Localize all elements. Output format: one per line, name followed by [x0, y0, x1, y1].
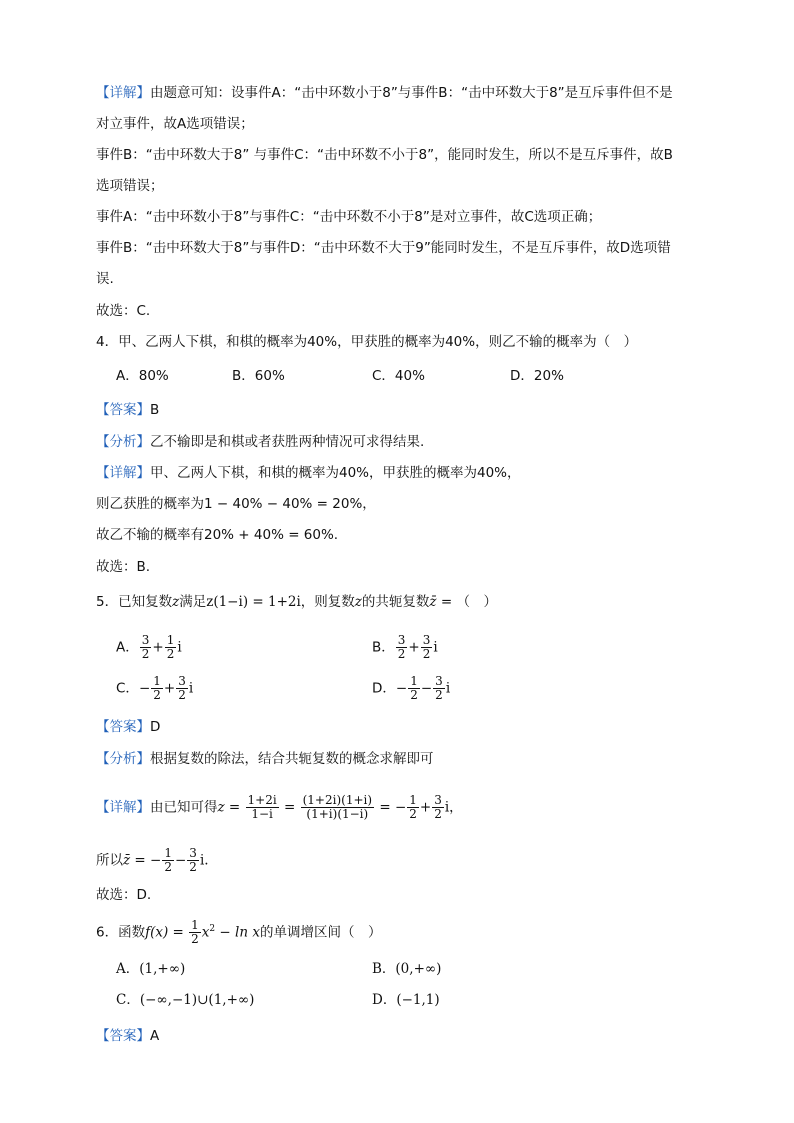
denominator: 2	[189, 860, 197, 874]
q5-answer-value: D	[150, 719, 161, 735]
q5-var-zbar: z̄	[429, 594, 437, 610]
q5-option-b	[372, 634, 438, 661]
q5-detail-var-z: z	[217, 799, 225, 816]
option-label: D．	[372, 680, 396, 697]
q4-option-c: C．40%	[372, 368, 425, 384]
fraction	[140, 634, 152, 661]
q6-stem	[96, 919, 381, 946]
fraction	[187, 847, 199, 874]
q3-detail-line-4: 选项错误；	[96, 178, 164, 194]
imag-unit: i	[433, 639, 438, 656]
numerator: 3	[178, 674, 186, 688]
q3-detail-line-2: 对立事件，故A选项错误；	[96, 116, 254, 132]
q6-stem-a: 6．函数	[96, 924, 146, 941]
q5-analysis	[96, 749, 434, 769]
fraction	[246, 794, 279, 821]
fraction	[189, 919, 201, 946]
fraction	[165, 634, 177, 661]
option-label: C．	[116, 680, 139, 697]
q4-detail-3: 故乙不输的概率有20% + 40% = 60%.	[96, 527, 339, 543]
denominator: 2	[435, 688, 443, 702]
q6-ln-term: − ln x	[215, 924, 260, 941]
fraction	[407, 794, 419, 821]
numerator: 1	[164, 846, 172, 860]
denominator: 2	[434, 807, 442, 821]
q3-detail-text-1: 由题意可知：设事件A：“击中环数小于8”与事件B：“击中环数大于8”是互斥事件但不是	[150, 85, 673, 101]
q6-option-a: A．(1,+∞)	[116, 961, 186, 977]
q3-detail-line-1	[96, 83, 673, 103]
fraction	[301, 794, 374, 821]
q3-detail-line-3: 事件B：“击中环数大于8” 与事件C：“击中环数不小于8”，能同时发生，所以不是互斥事件，故B	[96, 147, 673, 163]
q5-equation: z(1−i) = 1+2i	[206, 594, 301, 610]
q6-exponent: 2	[209, 924, 216, 934]
operator: +	[408, 639, 420, 656]
fraction	[433, 675, 445, 702]
q4-answer	[96, 400, 159, 420]
denominator: 2	[191, 932, 199, 946]
q6-answer-value: A	[150, 1028, 160, 1044]
fraction	[421, 634, 433, 661]
q4-detail-1	[96, 463, 521, 483]
q4-option-b: B．60%	[232, 368, 285, 384]
q3-detail-line-5: 事件A：“击中环数小于8”与事件C：“击中环数不小于8”是对立事件，故C选项正确；	[96, 209, 602, 225]
fraction	[176, 675, 188, 702]
q4-analysis-text: 乙不输即是和棋或者获胜两种情况可求得结果.	[150, 434, 425, 450]
q4-option-a: A．80%	[116, 368, 169, 384]
numerator: 3	[141, 633, 150, 647]
q6-stem-b: 的单调增区间（ ）	[259, 924, 382, 941]
q5-option-c	[116, 675, 193, 702]
q5-stem-d: 的共轭复数	[361, 594, 430, 610]
denominator: 2	[397, 647, 406, 661]
operator: −	[174, 852, 187, 869]
fraction	[432, 794, 444, 821]
denominator: 2	[164, 860, 172, 874]
fraction	[408, 675, 420, 702]
operator: +	[419, 799, 432, 816]
q4-option-d: D．20%	[510, 368, 564, 384]
q5-so-prefix: 所以	[96, 852, 123, 869]
numerator: 3	[397, 633, 406, 647]
fraction	[396, 634, 408, 661]
q5-detail: 【详解】由已知可得z = $\frac{1+2i}{1-i}$ = $\frac{(1+2i)(1+i)}{(1+i)(1-i)}$ = − $\frac{1}{2}$ + $\frac{3}{2}$ i，	[96, 793, 463, 821]
q5-answer	[96, 717, 160, 737]
denominator: 2	[422, 647, 431, 661]
answer-tag: 【答案】	[96, 1028, 150, 1044]
denominator: 1−i	[251, 807, 273, 821]
q6-answer	[96, 1026, 159, 1046]
imag-unit: i	[445, 680, 451, 697]
q5-stem	[96, 592, 497, 612]
denominator: 2	[153, 688, 161, 702]
numerator: 1	[191, 918, 199, 932]
q5-option-d	[372, 675, 450, 702]
q3-detail-line-6: 事件B：“击中环数大于8”与事件D：“击中环数不大于9”能同时发生，不是互斥事件，故D选项错	[96, 240, 671, 256]
q6-var-x: x	[201, 924, 210, 941]
numerator: 1	[153, 674, 161, 688]
denominator: 2	[409, 807, 417, 821]
q6-option-b: B．(0,+∞)	[372, 961, 442, 977]
numerator: 1	[409, 793, 417, 807]
numerator: 1+2i	[247, 793, 277, 807]
q5-var-z: z	[172, 594, 180, 610]
sign: −	[395, 680, 408, 697]
q6-option-d: D．(−1,1)	[372, 992, 440, 1008]
imag-unit: i	[177, 639, 182, 656]
numerator: 3	[434, 793, 442, 807]
numerator: 3	[422, 633, 431, 647]
detail-tag: 【详解】	[96, 85, 150, 101]
detail-tag: 【详解】	[96, 465, 150, 481]
q5-detail-end: ，	[449, 799, 463, 816]
operator: +	[163, 680, 176, 697]
numerator: 1	[410, 674, 418, 688]
numerator: 3	[435, 674, 443, 688]
q5-stem-e: = （ ）	[436, 594, 497, 610]
imag-unit: i	[444, 799, 450, 816]
q4-detail-2: 则乙获胜的概率为1 − 40% − 40% = 20%，	[96, 496, 376, 512]
q5-so-zbar: z̄	[123, 852, 131, 869]
q6-function: f(x) =	[145, 924, 189, 941]
option-label: B．	[372, 639, 395, 656]
q5-detail-prefix: 由已知可得	[150, 799, 218, 816]
option-label: A．	[116, 639, 139, 656]
q5-var-z2: z	[354, 594, 362, 610]
numerator: 1	[166, 633, 175, 647]
q3-choose: 故选：C.	[96, 303, 151, 319]
analysis-tag: 【分析】	[96, 751, 150, 767]
q5-so-eq: = −	[130, 852, 162, 869]
q5-so	[96, 847, 209, 874]
q5-choose: 故选：D.	[96, 887, 152, 903]
q4-stem: 4．甲、乙两人下棋，和棋的概率为40%，甲获胜的概率为40%，则乙不输的概率为（ ）	[96, 334, 638, 350]
sign: −	[138, 680, 151, 697]
fraction	[162, 847, 174, 874]
fraction	[151, 675, 163, 702]
imag-unit: i.	[199, 852, 209, 869]
operator: −	[420, 680, 433, 697]
q5-stem-c: ，则复数	[300, 594, 355, 610]
q6-option-c: C．(−∞,−1)∪(1,+∞)	[116, 992, 255, 1008]
analysis-tag: 【分析】	[96, 434, 150, 450]
denominator: 2	[410, 688, 418, 702]
q4-detail-text-1: 甲、乙两人下棋，和棋的概率为40%，甲获胜的概率为40%，	[150, 465, 521, 481]
denominator: (1+i)(1−i)	[306, 807, 369, 821]
numerator: (1+2i)(1+i)	[302, 793, 373, 807]
answer-tag: 【答案】	[96, 719, 150, 735]
sign: −	[394, 799, 407, 816]
denominator: 2	[141, 647, 150, 661]
q5-option-a	[116, 634, 182, 661]
answer-tag: 【答案】	[96, 402, 150, 418]
q5-stem-a: 5．已知复数	[96, 594, 173, 610]
denominator: 2	[178, 688, 186, 702]
q4-answer-value: B	[150, 402, 160, 418]
q3-detail-line-7: 误.	[96, 271, 114, 287]
q4-choose: 故选：B.	[96, 559, 151, 575]
q4-analysis	[96, 432, 424, 452]
detail-tag: 【详解】	[96, 799, 150, 816]
numerator: 3	[189, 846, 197, 860]
q5-analysis-text: 根据复数的除法，结合共轭复数的概念求解即可	[150, 751, 434, 767]
denominator: 2	[166, 647, 175, 661]
operator: +	[152, 639, 164, 656]
q5-stem-b: 满足	[179, 594, 207, 610]
imag-unit: i	[188, 680, 194, 697]
